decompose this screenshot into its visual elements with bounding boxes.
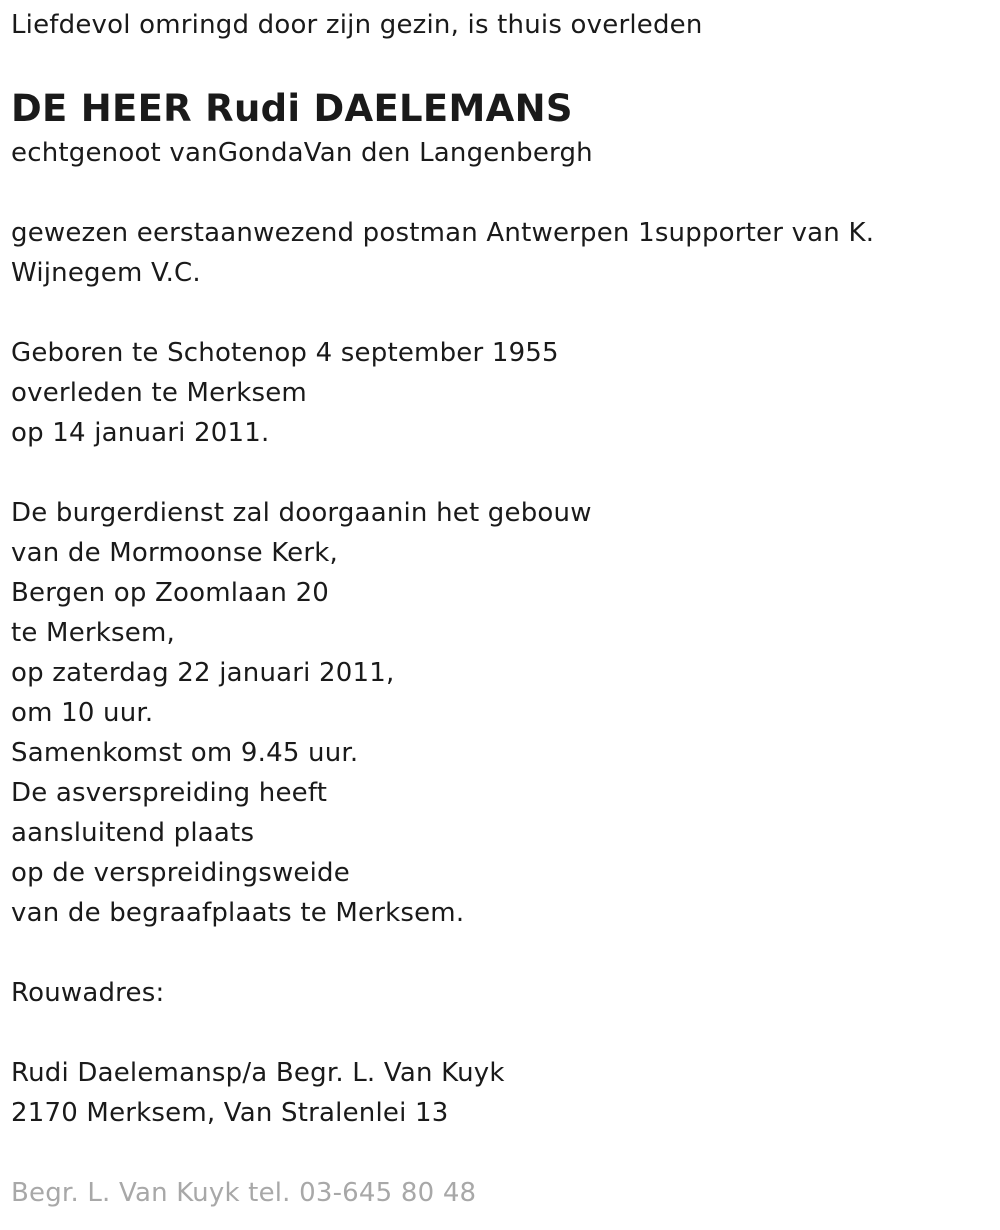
service-line: op de verspreidingsweide <box>11 858 350 888</box>
spouse-line: echtgenoot vanGondaVan den Langenbergh <box>11 138 593 168</box>
service-line: om 10 uur. <box>11 698 154 728</box>
spacer <box>11 453 991 493</box>
service-line: De asverspreiding heeft <box>11 778 328 808</box>
service-line: Bergen op Zoomlaan 20 <box>11 578 330 608</box>
spacer <box>11 1133 991 1173</box>
birth-line: Geboren te Schotenop 4 september 1955 <box>11 338 559 368</box>
occupation-line: Wijnegem V.C. <box>11 258 201 288</box>
service-line: te Merksem, <box>11 618 175 648</box>
occupation-line: gewezen eerstaanwezend postman Antwerpen 1supporter van K. <box>11 218 875 248</box>
spacer <box>11 173 991 213</box>
spacer <box>11 293 991 333</box>
spacer <box>11 1013 991 1053</box>
death-date-line: op 14 januari 2011. <box>11 418 270 448</box>
address-line: 2170 Merksem, Van Stralenlei 13 <box>11 1098 449 1128</box>
service-line: van de begraafplaats te Merksem. <box>11 898 465 928</box>
service-line: op zaterdag 22 januari 2011, <box>11 658 395 688</box>
service-line: aansluitend plaats <box>11 818 255 848</box>
funeral-home-footer: Begr. L. Van Kuyk tel. 03-645 80 48 <box>11 1178 477 1208</box>
service-line: Samenkomst om 9.45 uur. <box>11 738 359 768</box>
intro-text: Liefdevol omringd door zijn gezin, is thuis overleden <box>11 10 703 40</box>
deceased-name: DE HEER Rudi DAELEMANS <box>11 87 573 130</box>
service-line: van de Mormoonse Kerk, <box>11 538 338 568</box>
death-place-line: overleden te Merksem <box>11 378 307 408</box>
death-notice <box>11 0 991 1213</box>
address-line: Rudi Daelemansp/a Begr. L. Van Kuyk <box>11 1058 505 1088</box>
service-line: De burgerdienst zal doorgaanin het gebouw <box>11 498 592 528</box>
mourning-address-label: Rouwadres: <box>11 978 165 1008</box>
spacer <box>11 933 991 973</box>
